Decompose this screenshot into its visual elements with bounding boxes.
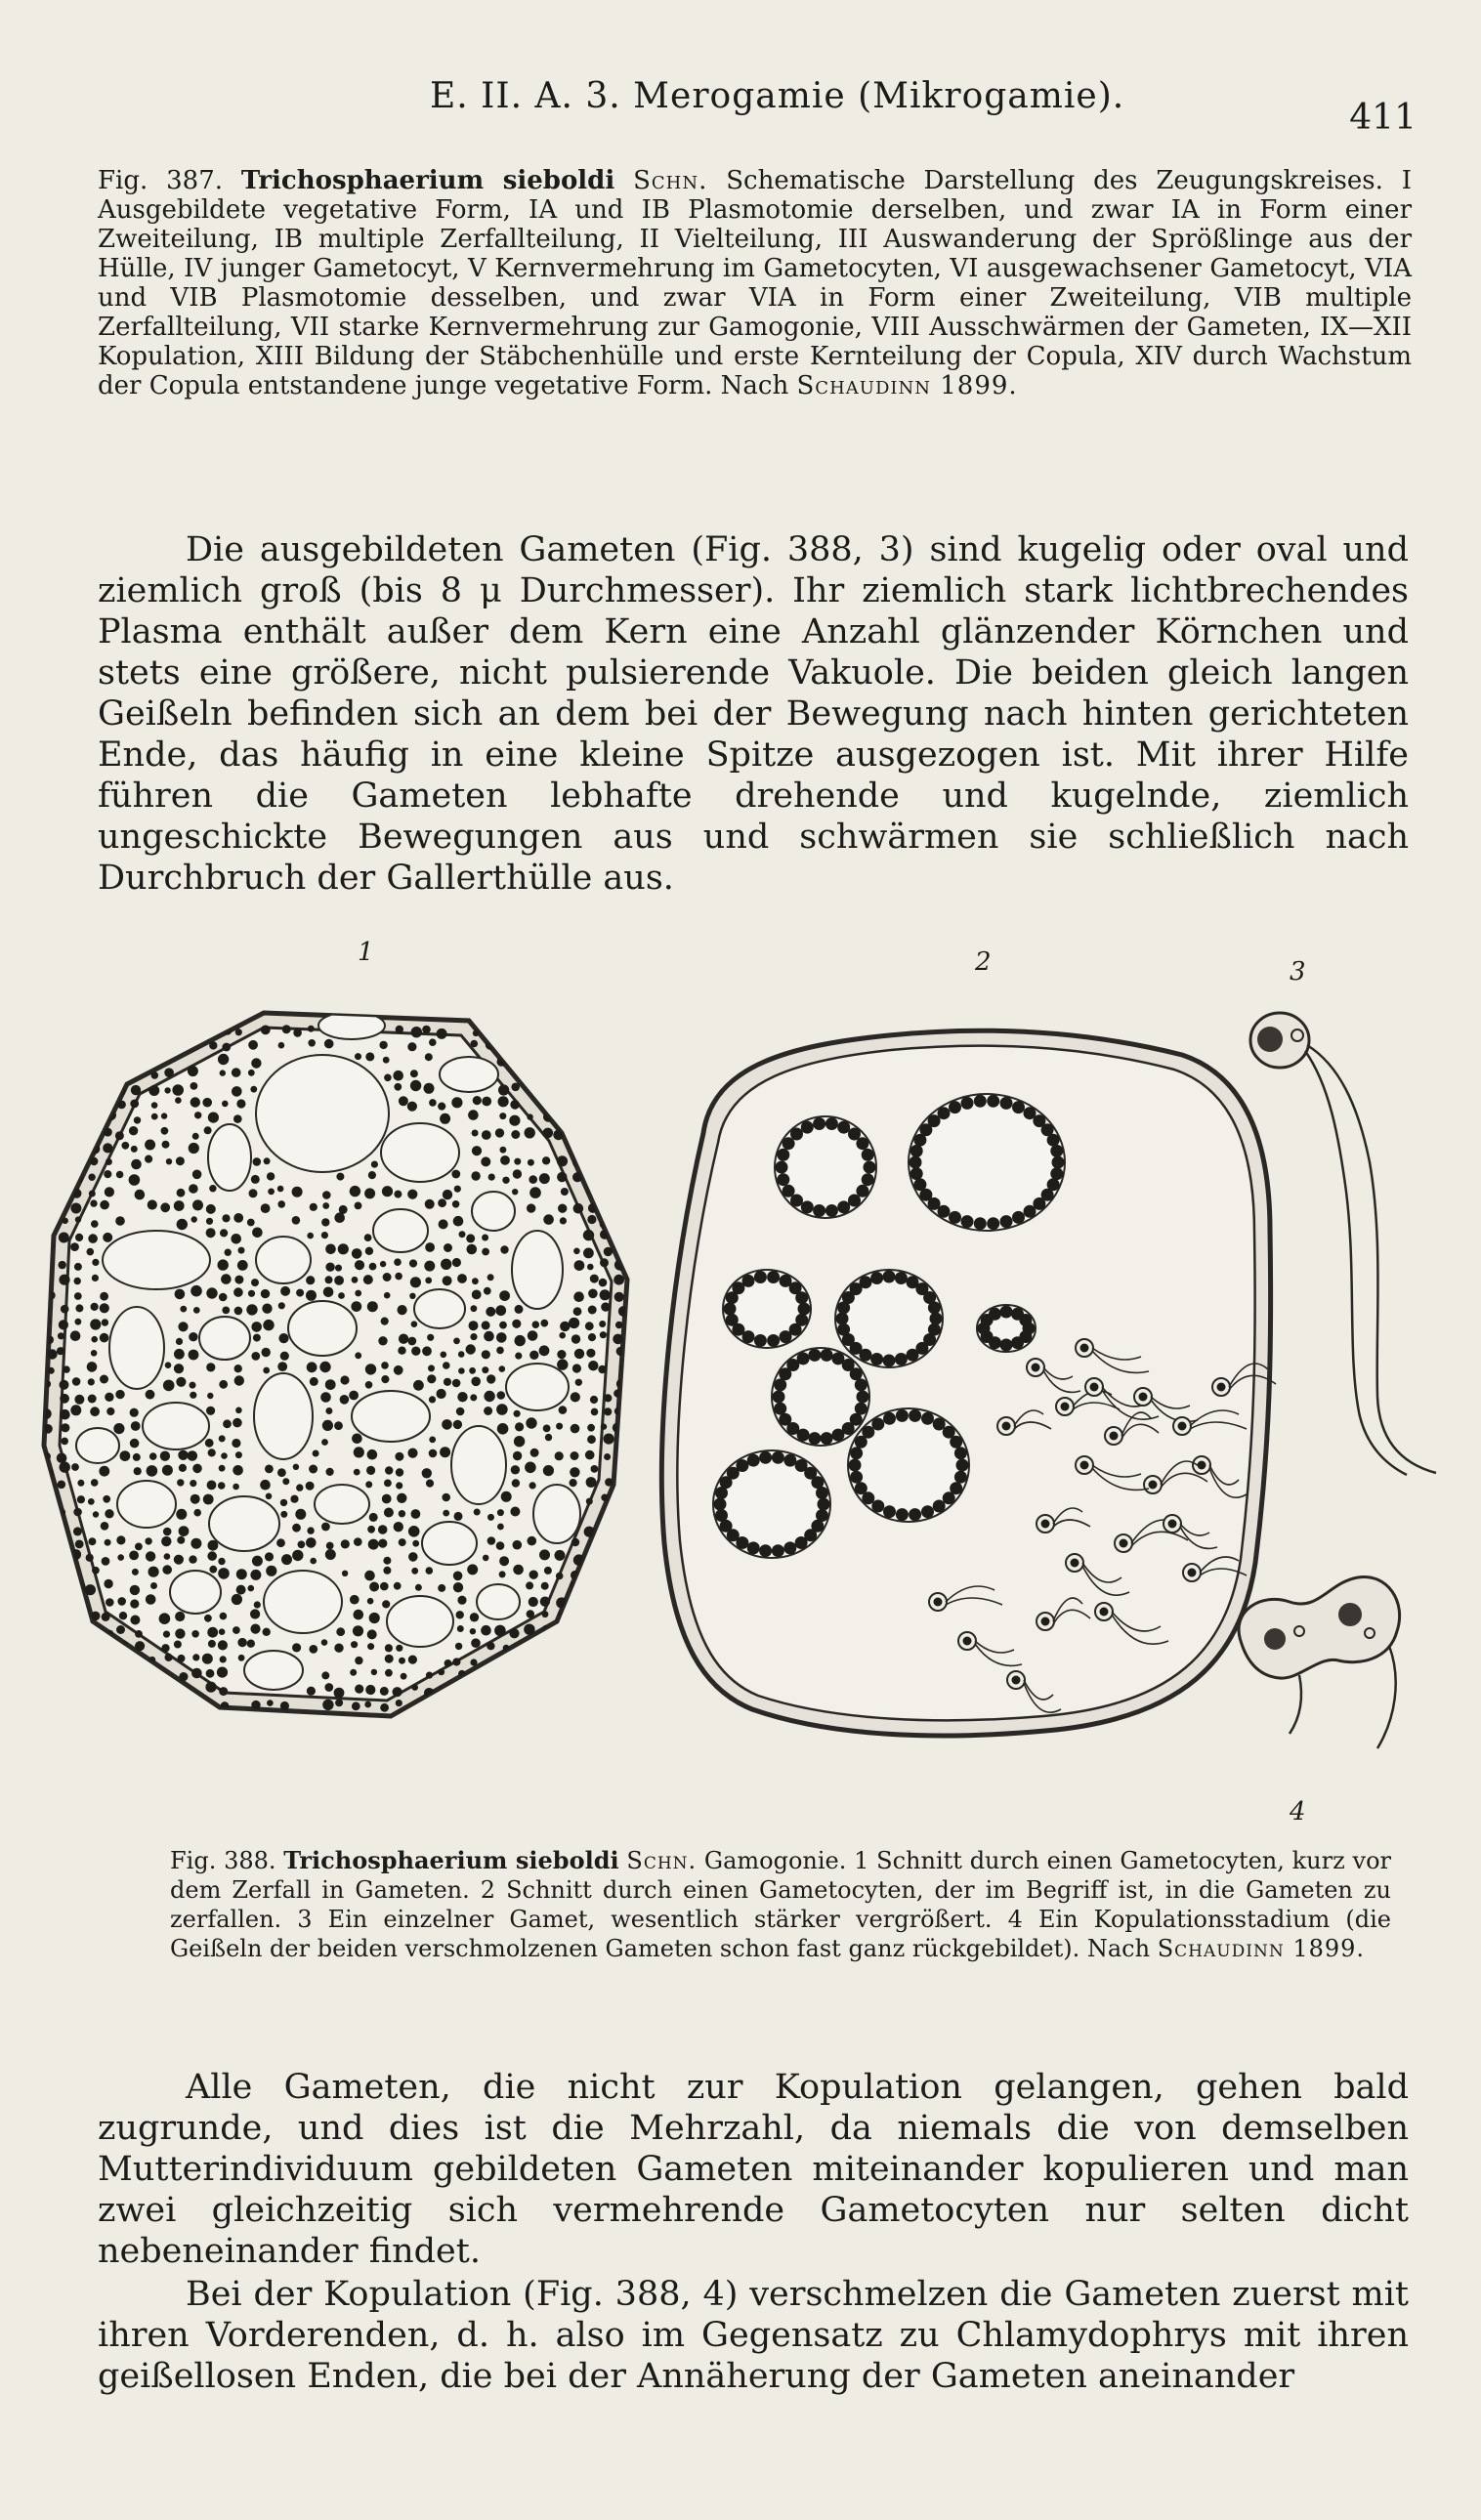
running-title: E. II. A. 3. Merogamie (Mikrogamie).: [430, 76, 1125, 116]
figure-387-caption: [98, 166, 1412, 400]
paragraph-kopulation-intro: [98, 2067, 1409, 2272]
figure-388-source: Schaudinn 1899.: [1157, 1935, 1366, 1962]
figure-388-species: Trichosphaerium sieboldi: [283, 1846, 619, 1874]
figure-388-text: Gamogonie. 1 Schnitt durch einen Gametocyten, kurz vor dem Zerfall in Gameten. 2 Schnitt durch einen Gametocyten, der im Begriff ist, in die Gameten zu zerfallen. 3 Ein einzelner Gamet, wesentlich stärker vergrößert. 4 Ein Kopulationsstadium (die Geißeln der beiden verschmolzenen Gameten schon fast ganz rückgebildet). Nach: [170, 1847, 1391, 1962]
figure-388-illustration: [29, 938, 1475, 1836]
figure-388-label: Fig. 388.: [170, 1847, 276, 1874]
figure-387-source: Schaudinn 1899.: [796, 371, 1018, 400]
figure-label-2: 2: [975, 947, 992, 977]
running-header: [98, 76, 1417, 138]
page-number: 411: [1349, 98, 1417, 138]
paragraph-2-text: Alle Gameten, die nicht zur Kopulation gelangen, gehen bald zugrunde, und dies ist die Mehrzahl, da niemals die von demselben Mutterindividuum gebildeten Gameten miteinander kopulieren und man zwei gleichzeitig sich vermehrende Gametocyten nur selten dicht nebeneinander findet.: [98, 2068, 1409, 2271]
paragraph-kopulation: [98, 2274, 1409, 2397]
figure-387-text: Schematische Darstellung des Zeugungskreises. I Ausgebildete vegetative Form, IA und IB Plasmotomie derselben, und zwar IA in Form einer Zweiteilung, IB multiple Zerfallteilung, II Vielteilung, III Auswanderung der Sprößlinge aus der Hülle, IV junger Gametocyt, V Kernvermehrung im Gametocyten, VI ausgewachsener Gametocyt, VIA und VIB Plasmotomie desselben, und zwar VIA in Form einer Zweiteilung, VIB multiple Zerfallteilung, VII starke Kernvermehrung zur Gamogonie, VIII Ausschwärmen der Gameten, IX—XII Kopulation, XIII Bildung der Stäbchenhülle und erste Kernteilung der Copula, XIV durch Wachstum der Copula entstandene junge vegetative Form. Nach: [98, 166, 1413, 400]
figure-388-author: Schn.: [626, 1847, 698, 1874]
figure-label-4: 4: [1290, 1797, 1306, 1827]
figure-388-caption: [170, 1846, 1391, 1963]
single-gamete-3: [1250, 1013, 1436, 1475]
paragraph-1-text: Die ausgebildeten Gameten (Fig. 388, 3) sind kugelig oder oval und ziemlich groß (bis 8 μ Durchmesser). Ihr ziemlich stark lichtbrechendes Plasma enthält außer dem Kern eine Anzahl glänzender Körnchen und stets eine größere, nicht pulsierende Vakuole. Die beiden gleich langen Geißeln befinden sich an dem bei der Bewegung nach hinten gerichteten Ende, das häufig in eine kleine Spitze ausgezogen ist. Mit ihrer Hilfe führen die Gameten lebhafte drehende und kugelnde, ziemlich ungeschickte Bewegungen aus und schwärmen sie schließlich nach Durchbruch der Gallerthülle aus.: [98, 530, 1409, 898]
copulation-stage-4: [1239, 1576, 1400, 1748]
figure-387-label: Fig. 387.: [98, 166, 224, 195]
paragraph-3-text: Bei der Kopulation (Fig. 388, 4) verschmelzen die Gameten zuerst mit ihren Vorderenden, d. h. also im Gegensatz zu Chlamydophrys mit ihren geißellosen Enden, die bei der Annäherung der Gameten aneinander: [98, 2275, 1409, 2396]
figure-387-species: Trichosphaerium sieboldi: [240, 166, 615, 195]
figure-label-1: 1: [358, 938, 374, 967]
figure-387-author: Schn.: [633, 166, 708, 195]
paragraph-gameten: [98, 529, 1409, 899]
gametocyte-section-2: [661, 1030, 1276, 1736]
figure-label-3: 3: [1290, 957, 1306, 987]
gametocyte-section-1: [41, 1012, 629, 1716]
figure-388-drawing: [29, 938, 1475, 1797]
